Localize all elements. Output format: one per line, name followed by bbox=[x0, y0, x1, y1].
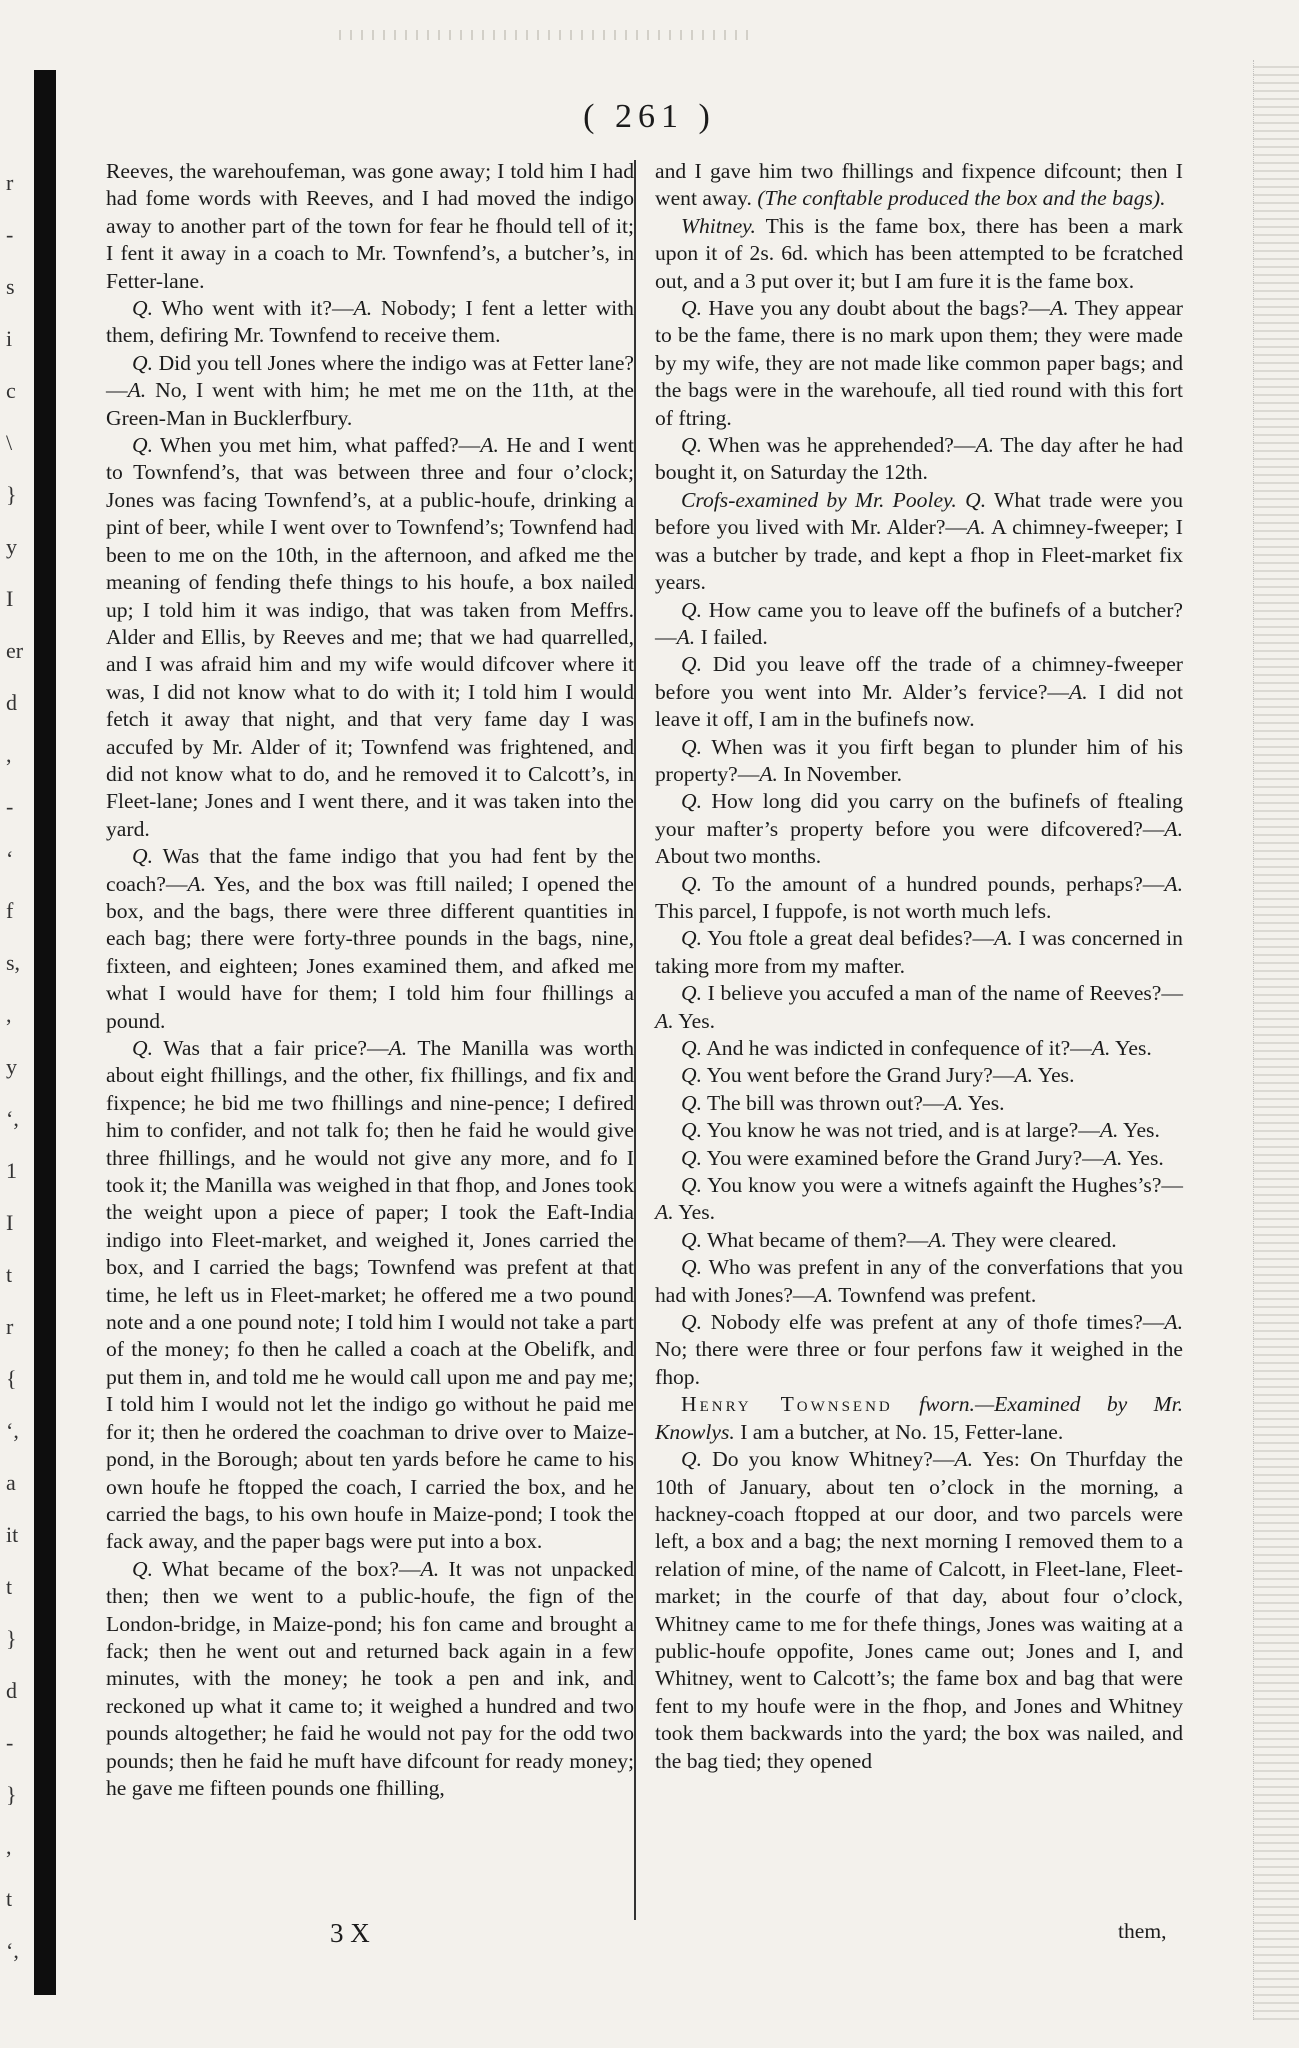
margin-char: 1 bbox=[6, 1158, 17, 1183]
margin-char: t bbox=[6, 1574, 13, 1599]
right-margin-bleed bbox=[1253, 60, 1299, 2020]
margin-char: - bbox=[6, 794, 14, 819]
signature-mark: 3 X bbox=[330, 1918, 370, 1948]
paragraph: Q. And he was indicted in confequence of it?—A. Yes. bbox=[681, 1036, 1152, 1060]
margin-char: I bbox=[6, 586, 14, 611]
column-rule bbox=[634, 160, 636, 1920]
paragraph: Q. Did you tell Jones where the indigo was at Fetter lane?—A. No, I went with him; he met me on the 11th, at the Green-Man in Bucklerfbury. bbox=[106, 350, 634, 430]
margin-char: , bbox=[6, 742, 12, 767]
paragraph: Q. Do you know Whitney?—A. Yes: On Thurfday the 10th of January, about ten o’clock in the morning, a hackney-coach ftopped at our door, and two parcels were left, a box and a bag; the next morning I removed them to a relation of mine, of the name of Calcott, in Fleet-lane, Fleet-market; in the courfe of that day, about four o’clock, Whitney came to me for thefe things, Jones was waiting at a public-houfe oppofite, Jones came out; Jones and I, and Whitney, went to Calcott’s; the fame box and bag that were fent to my houfe were in the fhop, and Jones and Whitney took them backwards into the yard; the box was nailed, and the bag tied; they opened bbox=[655, 1447, 1183, 1773]
paragraph: Q. You know he was not tried, and is at large?—A. Yes. bbox=[681, 1118, 1160, 1143]
paragraph: Q. What became of the box?—A. It was not unpacked then; then we went to a public-houfe, the fign of the London-bridge, in Maize-pond; his fon came and brought a fack; then he went out and returned back again in a few minutes, with the money; he took a pen and ink, and reckoned up what it came to; it weighed a hundred and two pounds altogether; he faid he would not pay for the odd two pounds; then he faid he muft have difcount for ready money; he gave me fifteen pounds one fhilling, bbox=[106, 1556, 634, 1800]
book-spine-shadow bbox=[34, 70, 56, 1995]
margin-char: , bbox=[6, 1834, 12, 1859]
paragraph: Q. When was it you firft began to plunder him of his property?—A. In November. bbox=[655, 734, 1183, 786]
margin-char: { bbox=[6, 1366, 17, 1391]
page-number: ( 261 ) bbox=[583, 98, 716, 135]
margin-char: t bbox=[6, 1262, 13, 1287]
margin-char: , bbox=[6, 1002, 12, 1027]
margin-char: - bbox=[6, 222, 14, 247]
paragraph: Q. I believe you accufed a man of the name of Reeves?—A. Yes. bbox=[655, 981, 1183, 1033]
left-column bbox=[106, 158, 634, 1802]
paragraph: Q. Was that the fame indigo that you had fent by the coach?—A. Yes, and the box was ftill nailed; I opened the box, and the bags, there were three different quantities in each bag; there were forty-three pounds in the bags, nine, fixteen, and eighteen; Jones examined them, and afked me what I would have for them; I told him four fhillings a pound. bbox=[106, 844, 634, 1033]
left-margin-bleed bbox=[0, 100, 34, 2000]
margin-char: } bbox=[6, 482, 17, 507]
margin-char: - bbox=[6, 1730, 14, 1755]
paragraph: Q. How long did you carry on the bufinefs of ftealing your mafter’s property before you were difcovered?—A. About two months. bbox=[655, 789, 1183, 869]
margin-char: f bbox=[6, 898, 14, 923]
paragraph: Q. Who was prefent in any of the converfations that you had with Jones?—A. Townfend was prefent. bbox=[655, 1255, 1183, 1307]
margin-char: ‘, bbox=[6, 1938, 19, 1963]
margin-char: s, bbox=[6, 950, 21, 975]
paragraph: Q. How came you to leave off the bufinefs of a butcher?—A. I failed. bbox=[655, 597, 1183, 649]
paragraph: and I gave him two fhillings and fixpence difcount; then I went away. (The conftable produced the box and the bags). bbox=[655, 159, 1183, 211]
margin-char: I bbox=[6, 1210, 14, 1235]
margin-char: r bbox=[6, 170, 14, 195]
margin-char: ‘, bbox=[6, 1418, 19, 1443]
margin-char: y bbox=[6, 534, 17, 559]
paragraph: Q. You know you were a witnefs againft the Hughes’s?—A. Yes. bbox=[655, 1173, 1183, 1225]
right-column bbox=[655, 158, 1183, 1775]
paragraph: Q. When you met him, what paffed?—A. He and I went to Townfend’s, that was between three and four o’clock; Jones was facing Townfend’s, at a public-houfe, drinking a pint of beer, while I went over to Townfend’s; Townfend had been to me on the 10th, in the afternoon, and afked me the meaning of fending thefe things to his houfe, a box nailed up; I told him it was indigo, that was taken from Meffrs. Alder and Ellis, by Reeves and me; that we had quarrelled, and I was afraid him and my wife would difcover where it was, I did not know what to do with it; I told him I would fetch it away that night, and that very fame day I was accufed by Mr. Alder of it; Townfend was frightened, and did not know what to do, and he removed it to Calcott’s, in Fleet-lane; Jones and I went there, and it was taken into the yard. bbox=[106, 433, 634, 841]
margin-char: t bbox=[6, 1886, 13, 1911]
margin-char: er bbox=[6, 638, 24, 663]
paragraph: Q. Nobody elfe was prefent at any of thofe times?—A. No; there were three or four perfons faw it weighed in the fhop. bbox=[655, 1310, 1183, 1389]
paragraph: Q. You went before the Grand Jury?—A. Yes. bbox=[681, 1063, 1075, 1088]
margin-char: a bbox=[6, 1470, 16, 1495]
catchword: them, bbox=[1118, 1919, 1167, 1943]
margin-char: r bbox=[6, 1314, 14, 1339]
paragraph: Henry Townsend fworn.—Examined by Mr. Knowlys. I am a butcher, at No. 15, Fetter-lane. bbox=[655, 1392, 1183, 1444]
paragraph: Q. Who went with it?—A. Nobody; I fent a letter with them, defiring Mr. Townfend to receive them. bbox=[106, 296, 634, 348]
paragraph: Q. When was he apprehended?—A. The day after he had bought it, on Saturday the 12th. bbox=[655, 433, 1184, 485]
paragraph: Q. Did you leave off the trade of a chimney-fweeper before you went into Mr. Alder’s fervice?—A. I did not leave it off, I am in the bufinefs now. bbox=[655, 652, 1183, 732]
paragraph: Q. Was that a fair price?—A. The Manilla was worth about eight fhillings, and the other, fix fhillings, and fix and fixpence; he bid me two fhillings and nine-pence; I defired him to confider, and not talk fo; then he faid he would give three fhillings, and he would not give any more, and fo I took it; the Manilla was weighed in that fhop, and Jones took the weight upon a piece of paper; I took the Eaft-India indigo into Fleet-market, and weighed it, Jones carried the box, and I carried the bags; Townfend was prefent at that time, he left us in Fleet-market; he offered me a two pound note and a one pound note; I told him I would not take a part of the money; fo then he called a coach at the Obelifk, and put them in, and told me he would call upon me and pay me; I told him I would not let the indigo go without he paid me for it; then he ordered the coachman to drive over to Maize-pond, in the Borough; about ten yards before he came to his own houfe he ftopped the coach, I carried the box, and he carried the bags, to his own houfe in Maize-pond; I took the fack away, and the paper bags were put into a box. bbox=[106, 1036, 634, 1554]
margin-char: \ bbox=[6, 430, 13, 455]
paragraph: Q. Have you any doubt about the bags?—A. They appear to be the fame, there is no mark upon them; they were made by my wife, they are not made like common paper bags; and the bags were in the warehoufe, all tied round with this fort of ftring. bbox=[655, 296, 1183, 430]
paragraph: Q. To the amount of a hundred pounds, perhaps?—A. This parcel, I fuppofe, is not worth much lefs. bbox=[655, 871, 1183, 923]
margin-char: ‘ bbox=[6, 846, 14, 871]
margin-char: ‘, bbox=[6, 1106, 19, 1131]
paragraph: Q. You ftole a great deal befides?—A. I was concerned in taking more from my mafter. bbox=[655, 926, 1183, 978]
margin-char: d bbox=[6, 1678, 17, 1703]
margin-char: it bbox=[6, 1522, 19, 1547]
paragraph: Q. What became of them?—A. They were cleared. bbox=[681, 1227, 1117, 1252]
margin-char: y bbox=[6, 1054, 17, 1079]
margin-char: c bbox=[6, 378, 16, 403]
paragraph: Whitney. This is the fame box, there has been a mark upon it of 2s. 6d. which has been attempted to be fcratched out, and a 3 put over it; but I am fure it is the fame box. bbox=[655, 213, 1183, 293]
paragraph: Q. You were examined before the Grand Jury?—A. Yes. bbox=[681, 1145, 1164, 1170]
margin-char: d bbox=[6, 690, 17, 715]
margin-char: } bbox=[6, 1782, 17, 1807]
paragraph: Crofs-examined by Mr. Pooley. Q. What trade were you before you lived with Mr. Alder?—A. A chimney-fweeper; I was a butcher by trade, and kept a fhop in Fleet-market fix years. bbox=[655, 487, 1184, 595]
margin-char: s bbox=[6, 274, 15, 299]
paragraph: Q. The bill was thrown out?—A. Yes. bbox=[681, 1090, 1005, 1115]
top-speckle bbox=[330, 30, 750, 40]
margin-char: } bbox=[6, 1626, 17, 1651]
margin-char: i bbox=[6, 326, 13, 351]
paragraph: Reeves, the warehoufeman, was gone away; I told him I had had fome words with Reeves, and I had moved the indigo away to another part of the town for fear he fhould tell of it; I fent it away in a coach to Mr. Townfend’s, a butcher’s, in Fetter-lane. bbox=[106, 159, 634, 293]
